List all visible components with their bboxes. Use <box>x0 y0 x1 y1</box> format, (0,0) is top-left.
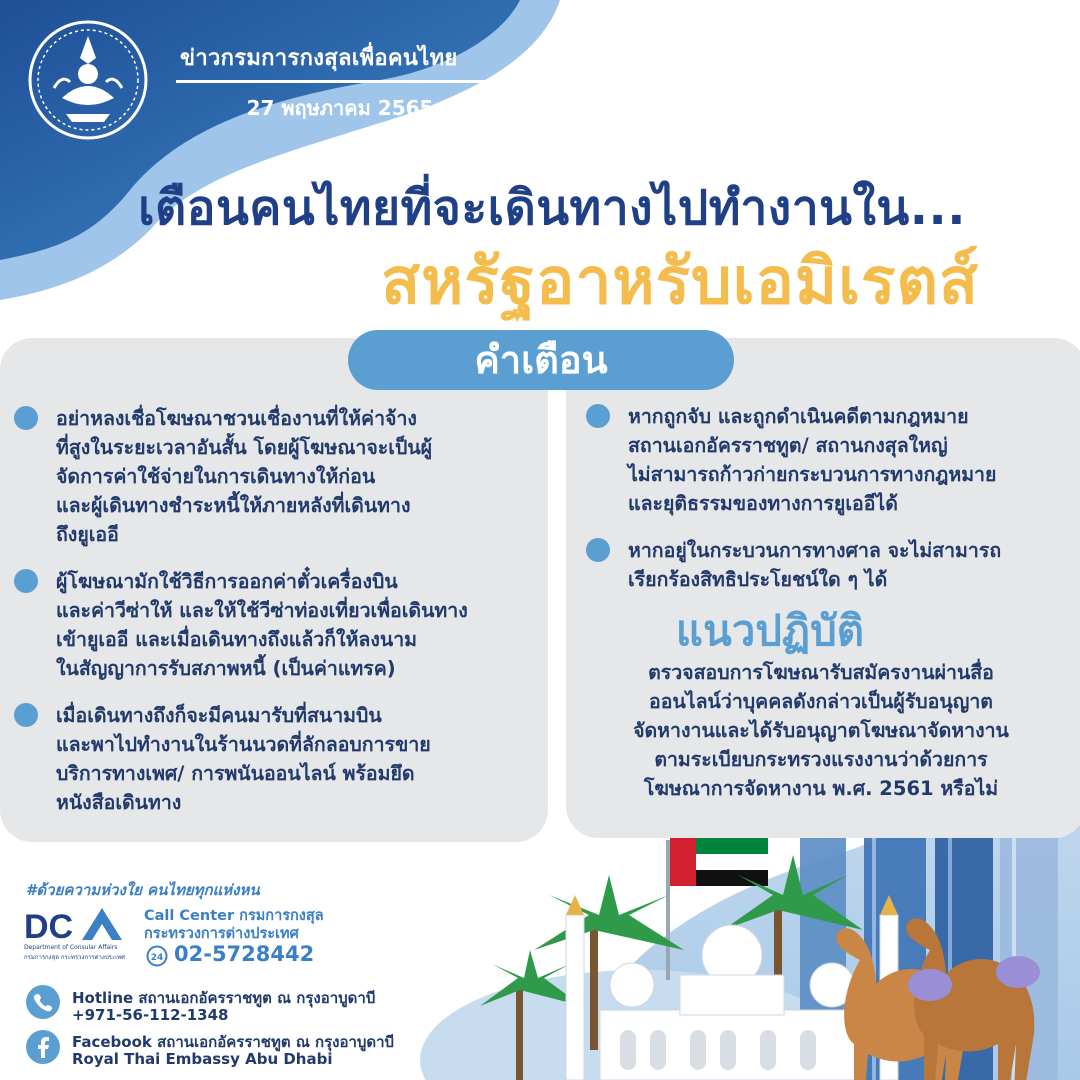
guidance-title: แนวปฏิบัติ <box>675 606 865 655</box>
hotline-phone[interactable]: +971-56-112-1348 <box>72 1006 229 1024</box>
warning-item: อย่าหลงเชื่อโฆษณาชวนเชื่องานที่ให้ค่าจ้าง ที่สูงในระยะเวลาอันสั้น โดยผู้โฆษณาจะเป็นผู้ จัดการค่าใช้จ่ายในการเดินทางให้ก่อน และผู้เดินทางชำระหนี้ให้ภายหลังที่เดินทาง ถึงยูเออี <box>12 404 542 549</box>
facebook-page-name[interactable]: Royal Thai Embassy Abu Dhabi <box>72 1050 333 1068</box>
warning-label: คำเตือน <box>348 330 734 390</box>
hashtag: #ด้วยความห่วงใย คนไทยทุกแห่งหน <box>26 881 260 899</box>
headline-country: สหรัฐอาหรับเอมิเรตส์ <box>381 245 979 319</box>
hotline-label: Hotline สถานเอกอัครราชทูต ณ กรุงอาบูดาบี <box>72 989 376 1007</box>
guidance-text: ตรวจสอบการโฆษณารับสมัครงานผ่านสื่อ ออนไลน์ว่าบุคคลดังกล่าวเป็นผู้รับอนุญาต จัดหางานและได้รับอนุญาตโฆษณาจัดหางาน ตามระเบียบกระทรวงแรงงานว่าด้วยการ โฆษณาการจัดหางาน พ.ศ. 2561 หรือไม่ <box>633 661 1009 800</box>
bullet-icon <box>14 569 38 593</box>
bullet-icon <box>14 703 38 727</box>
warning-list-left <box>12 404 542 835</box>
facebook-icon <box>26 1030 60 1064</box>
phone-icon <box>26 985 60 1019</box>
headline-line1: เตือนคนไทยที่จะเดินทางไปทำงานใน... <box>138 180 966 236</box>
svg-text:24: 24 <box>150 953 164 963</box>
header-date: 27 พฤษภาคม 2565 <box>246 96 434 120</box>
warning-item: หากอยู่ในกระบวนการทางศาล จะไม่สามารถ เรียกร้องสิทธิประโยชน์ใด ๆ ได้ <box>584 536 1074 594</box>
header-divider <box>176 80 496 83</box>
bullet-icon <box>14 406 38 430</box>
warning-item: ผู้โฆษณามักใช้วิธีการออกค่าตั๋วเครื่องบิน และค่าวีซ่าให้ และให้ใช้วีซ่าท่องเที่ยวเพื่อเดินทาง เข้ายูเออี และเมื่อเดินทางถึงแล้วก็ให้ลงนาม ในสัญญาการรับสภาพหนี้ (เป็นค่าแทรค) <box>12 567 542 683</box>
call-center-label: Call Center กรมการกงสุล <box>144 908 324 924</box>
bullet-icon <box>586 538 610 562</box>
clock-24-icon <box>146 945 168 967</box>
svg-text:DC: DC <box>24 908 74 946</box>
warning-item: เมื่อเดินทางถึงก็จะมีคนมารับที่สนามบิน และพาไปทำงานในร้านนวดที่ลักลอบการขาย บริการทางเพศ/ การพนันออนไลน์ พร้อมยึด หนังสือเดินทาง <box>12 701 542 817</box>
call-center-phone[interactable]: 02-5728442 <box>174 942 315 966</box>
bullet-icon <box>586 404 610 428</box>
warning-list-right <box>584 402 1074 612</box>
call-center-ministry: กระทรวงการต่างประเทศ <box>144 926 299 942</box>
government-seal-icon <box>26 18 150 142</box>
facebook-label: Facebook สถานเอกอัครราชทูต ณ กรุงอาบูดาบี <box>72 1033 395 1051</box>
dca-subtitle-en: Department of Consular Affairs <box>24 944 118 951</box>
dca-subtitle-th: กรมการกงสุล กระทรวงการต่างประเทศ <box>24 954 125 961</box>
header-title: ข่าวกรมการกงสุลเพื่อคนไทย <box>180 46 458 71</box>
warning-item: หากถูกจับ และถูกดำเนินคดีตามกฎหมาย สถานเอกอัครราชทูต/ สถานกงสุลใหญ่ ไม่สามารถก้าวก่ายกระบวนการทางกฎหมาย และยุติธรรมของทางการยูเออีได้ <box>584 402 1074 518</box>
